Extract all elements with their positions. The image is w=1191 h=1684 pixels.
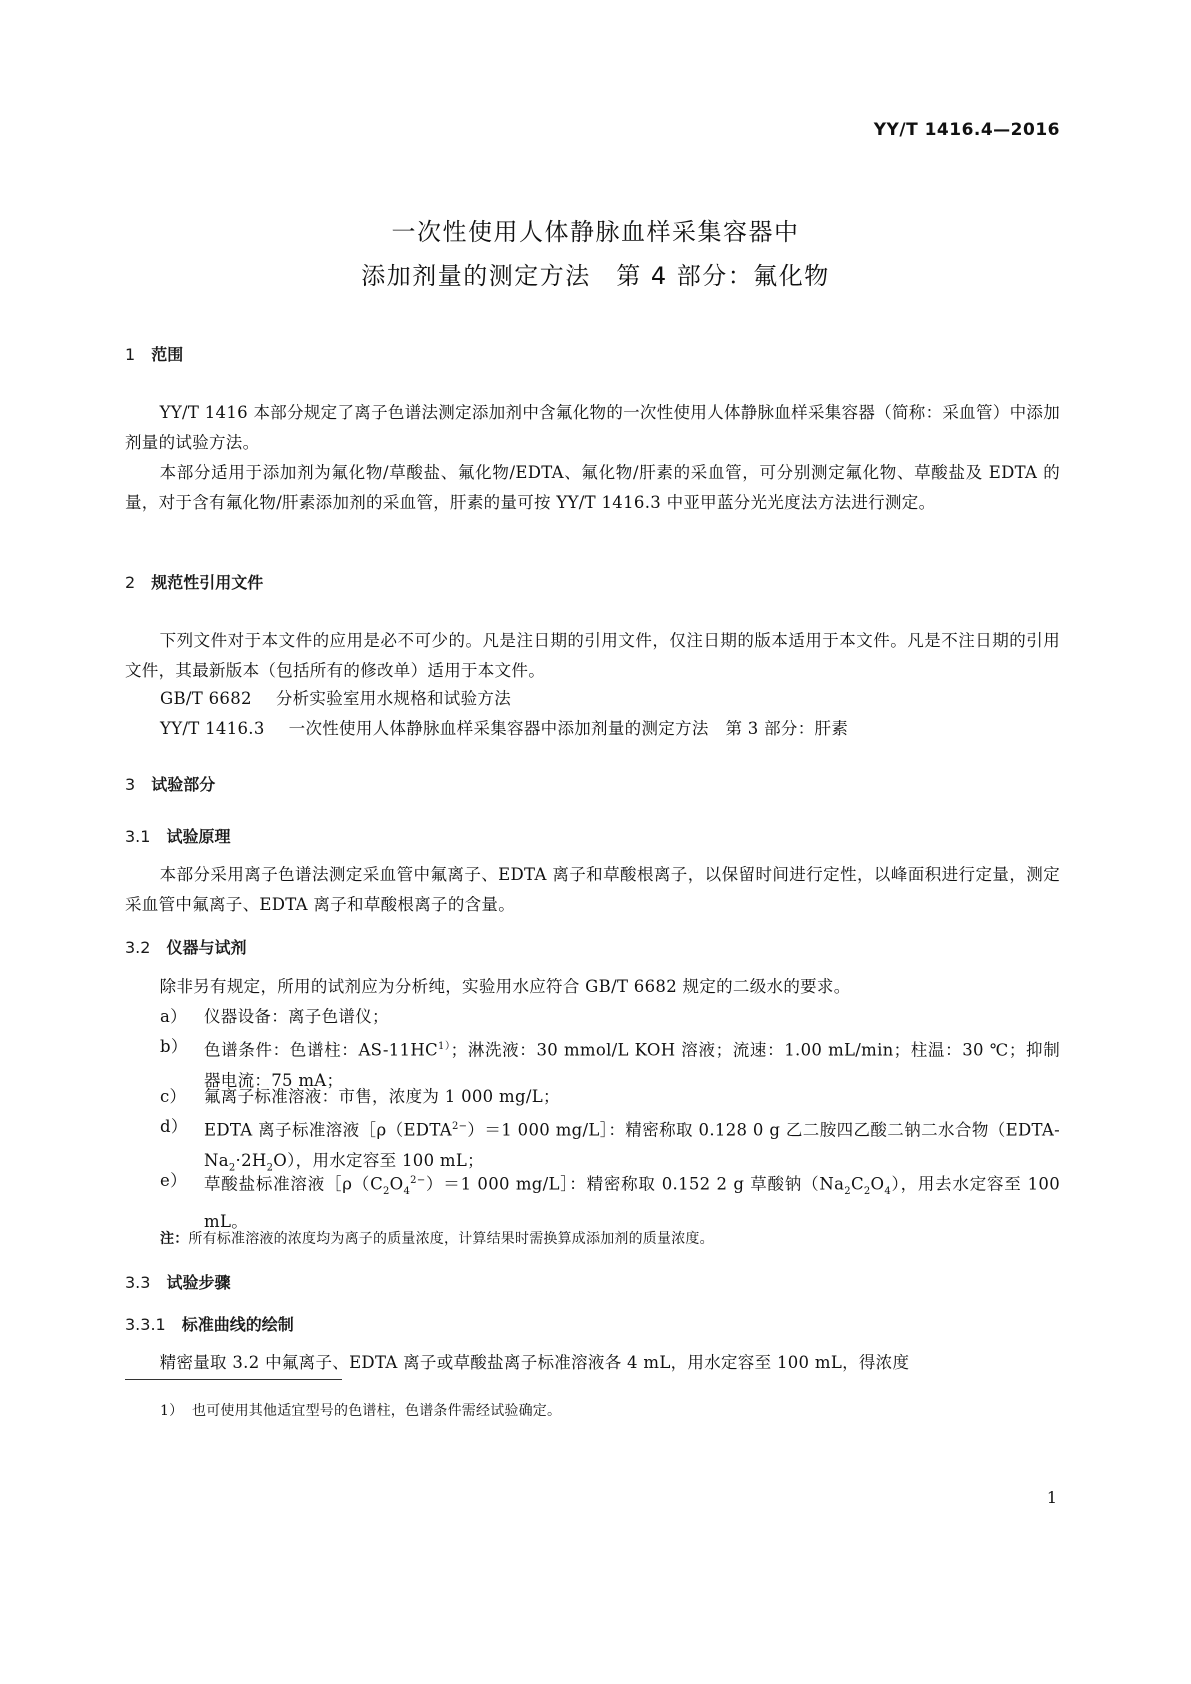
section-number: 3.1 xyxy=(125,827,151,846)
list-text: 草酸盐标准溶液$[\rho(C_2O_4^{2-})=1$ 000 mg/L］：精密称取 0.152 2 g 草酸钠$(Na_2C_2O_4)$，用去水定容至 100 mL。 xyxy=(204,1174,1061,1231)
note-label: 注： xyxy=(160,1231,189,1247)
list-marker: e） xyxy=(160,1171,187,1190)
section-number: 3 xyxy=(125,775,136,794)
list-text: 仪器设备：离子色谱仪； xyxy=(204,1007,389,1026)
footnote-divider xyxy=(125,1379,342,1380)
section-3-2-heading xyxy=(125,935,246,958)
list-item-a xyxy=(160,1002,1060,1032)
note-text: 所有标准溶液的浓度均为离子的质量浓度，计算结果时需换算成添加剂的质量浓度。 xyxy=(188,1231,714,1247)
section-title: 仪器与试剂 xyxy=(166,938,247,957)
section-1-paragraph-2: 本部分适用于添加剂为氟化物/草酸盐、氟化物/EDTA、氟化物/肝素的采血管，可分别测定氟化物、草酸盐及 EDTA 的量，对于含有氟化物/肝素添加剂的采血管，肝素的量可按 YY/T 1416.3 中亚甲蓝分光光度法方法进行测定。 xyxy=(125,463,1060,512)
normative-reference-1 xyxy=(160,685,511,709)
section-1-heading xyxy=(125,342,183,365)
footnote-reference: 1） xyxy=(437,1041,451,1052)
list-marker: c） xyxy=(160,1087,187,1106)
section-3-1-paragraph: 本部分采用离子色谱法测定采血管中氟离子、EDTA 离子和草酸根离子，以保留时间进行定性，以峰面积进行定量，测定采血管中氟离子、EDTA 离子和草酸根离子的含量。 xyxy=(125,865,1060,914)
note xyxy=(160,1228,714,1248)
list-marker: d） xyxy=(160,1117,188,1136)
reference-title: 一次性使用人体静脉血样采集容器中添加剂量的测定方法 第 3 部分：肝素 xyxy=(288,719,849,738)
section-number: 1 xyxy=(125,345,136,364)
section-title: 标准曲线的绘制 xyxy=(181,1315,294,1334)
reference-title: 分析实验室用水规格和试验方法 xyxy=(275,689,512,708)
document-title-line-2: 添加剂量的测定方法 第 4 部分：氟化物 xyxy=(361,262,830,290)
section-number: 3.2 xyxy=(125,938,151,957)
section-2-heading xyxy=(125,570,263,593)
normative-reference-2 xyxy=(160,715,848,739)
section-title: 规范性引用文件 xyxy=(151,573,264,592)
section-3-3-1-paragraph: 精密量取 3.2 中氟离子、EDTA 离子或草酸盐离子标准溶液各 4 mL，用水定容至 100 mL，得浓度 xyxy=(159,1353,910,1372)
section-2-paragraph-1: 下列文件对于本文件的应用是必不可少的。凡是注日期的引用文件，仅注日期的版本适用于本文件。凡是不注日期的引用文件，其最新版本（包括所有的修改单）适用于本文件。 xyxy=(125,631,1060,680)
section-title: 试验原理 xyxy=(166,827,231,846)
section-title: 范围 xyxy=(151,345,184,364)
reference-code: GB/T 6682 xyxy=(160,689,252,708)
section-3-3-heading xyxy=(125,1270,230,1293)
footnote-text: 也可使用其他适宜型号的色谱柱，色谱条件需经试验确定。 xyxy=(192,1403,562,1419)
section-1-paragraph-1: YY/T 1416 本部分规定了离子色谱法测定添加剂中含氟化物的一次性使用人体静脉血样采集容器（简称：采血管）中添加剂量的试验方法。 xyxy=(125,403,1060,452)
list-marker: b） xyxy=(160,1037,188,1056)
list-item-c xyxy=(160,1082,1060,1112)
list-text: 色谱条件：色谱柱：$AS-11HC^{1)}$；淋洗液：30 mmol/L KOH 溶液；流速：1.00 mL/min；柱温：30 ℃；抑制器电流：75 mA； xyxy=(204,1040,1060,1090)
reference-code: YY/T 1416.3 xyxy=(160,719,265,738)
list-item-e xyxy=(160,1166,1060,1237)
page-number: 1 xyxy=(1046,1488,1057,1507)
list-text: 氟离子标准溶液：市售，浓度为 1 000 mg/L； xyxy=(204,1087,560,1106)
section-3-1-heading xyxy=(125,824,230,847)
section-number: 3.3.1 xyxy=(125,1315,166,1334)
section-title: 试验步骤 xyxy=(166,1273,231,1292)
list-marker: a） xyxy=(160,1007,187,1026)
section-3-3-1-heading xyxy=(125,1312,294,1335)
section-number: 3.3 xyxy=(125,1273,151,1292)
footnote xyxy=(160,1400,561,1420)
list-text: EDTA 离子标准溶液$[\rho(EDTA^{2-})=1$ 000 mg/L］：精密称取 0.128 0 g 乙二胺四乙酸二钠二水合物$(EDTA-Na_2\cdot 2H_2O)$，用水定容至 100 mL； xyxy=(204,1120,1060,1173)
section-3-2-paragraph: 除非另有规定，所用的试剂应为分析纯，实验用水应符合 GB/T 6682 规定的二级水的要求。 xyxy=(159,977,851,996)
section-title: 试验部分 xyxy=(151,775,216,794)
footnote-mark: 1） xyxy=(160,1403,184,1419)
standard-code: YY/T 1416.4—2016 xyxy=(873,120,1060,140)
document-title-line-1: 一次性使用人体静脉血样采集容器中 xyxy=(391,218,800,246)
section-3-heading xyxy=(125,772,215,795)
section-number: 2 xyxy=(125,573,136,592)
